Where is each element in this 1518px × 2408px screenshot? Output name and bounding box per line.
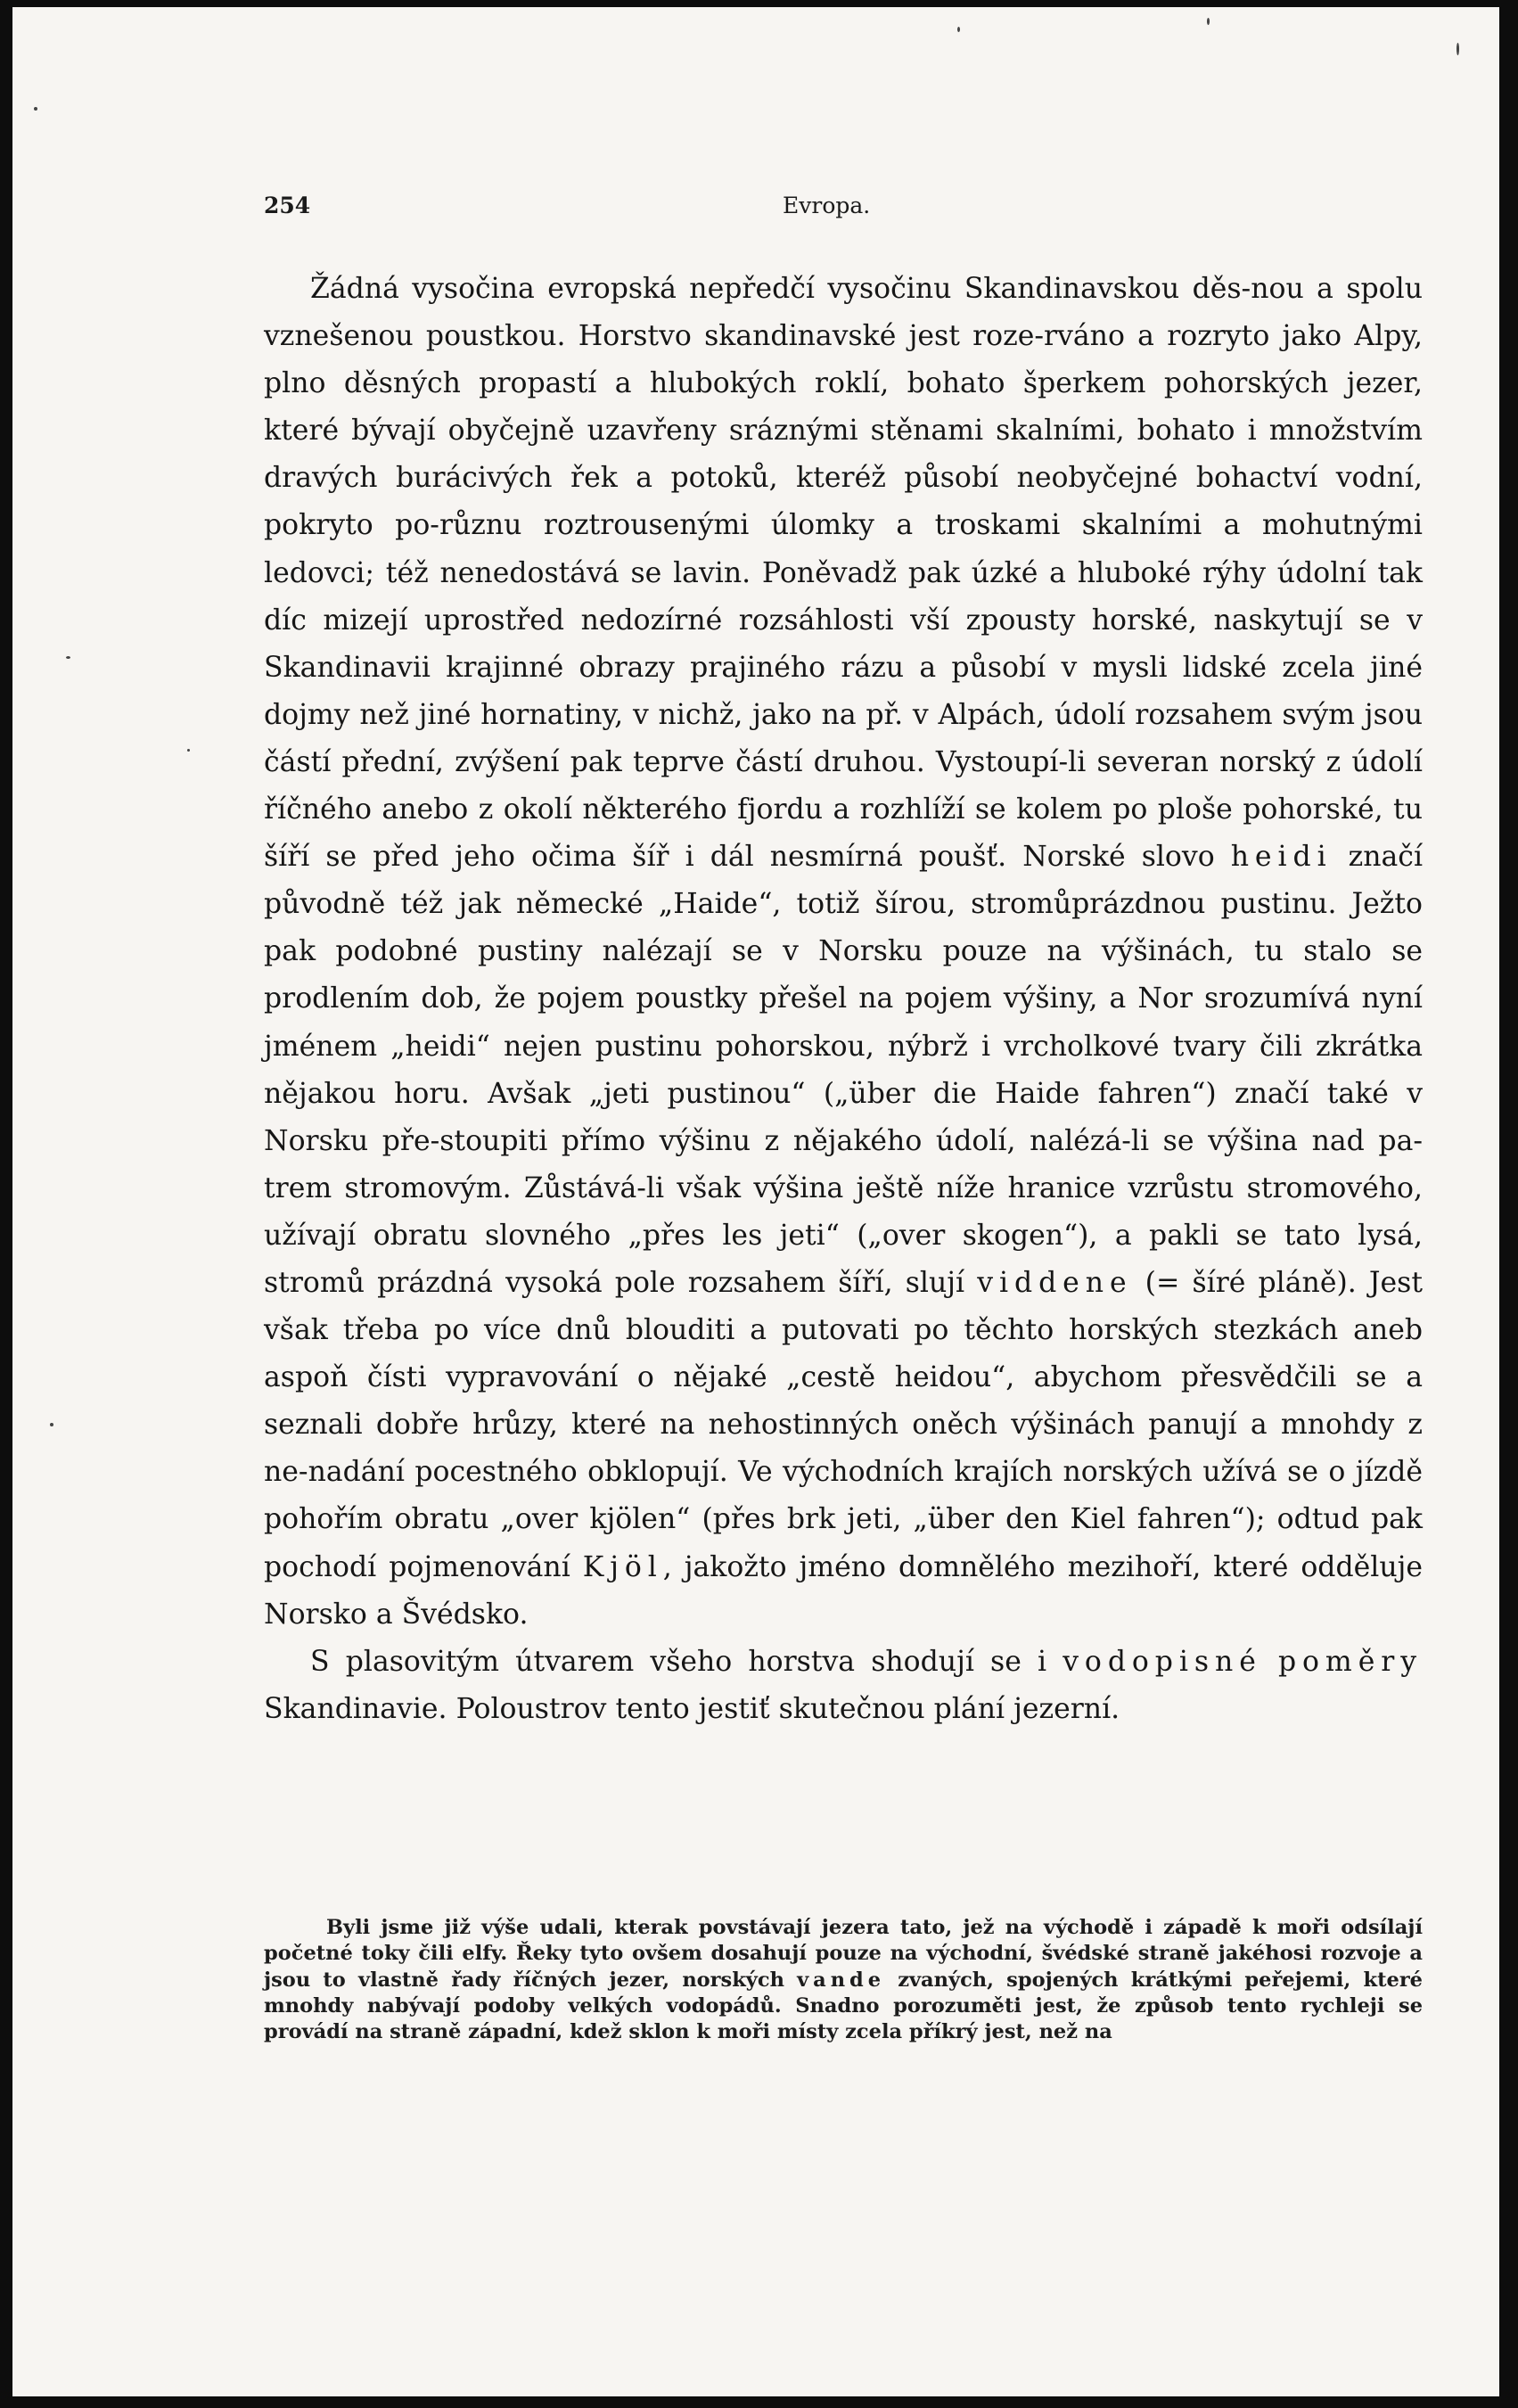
footnote-text: Byli jsme již výše udali, kterak povstávají jezera tato, jež na východě i západě k moři odsílají početné toky čili elfy. Řeky tyto ovšem dosahují pouze na východní, švédské straně jakéhosi rozvoje a jsou to vlastně řady říčných jezer, norských vande zvaných, spojených krátkými peřejemi, které mnohdy nabývají podoby velkých vodopádů. Snadno porozuměti jest, že způsob tento rychleji se provádí na straně západní, kdež sklon k moři místy zcela příkrý jest, než na xyxy=(264,1916,1424,2044)
book-page xyxy=(12,7,1499,2396)
footnote xyxy=(264,1915,1423,2045)
spaced-term-vande: vande xyxy=(797,1968,885,1992)
spaced-term-pomery: poměry xyxy=(1277,1645,1424,1678)
paragraph-1: Žádná vysočina evropská nepředčí vysočinu Skandinavskou děs-nou a spolu vznešenou poustkou. Horstvo skandinavské jest roze-rváno a rozryto jako Alpy, plno děsných propastí a hlubokých roklí, bohato šperkem pohorských jezer, které bývají obyčejně uzavřeny sráznými stěnami skalními, bohato i množstvím dravých burácivých řek a potoků, kteréž působí neobyčejné bohactví vodní, pokryto po-různu roztrousenými úlomky a troskami skalními a mohutnými ledovci; též nenedostává se lavin. Poněvadž pak úzké a hluboké rýhy údolní tak díc mizejí uprostřed nedozírné rozsáhlosti vší zpousty horské, naskytují se v Skandinavii krajinné obrazy prajiného rázu a působí v mysli lidské zcela jiné dojmy než jiné hornatiny, v nichž, jako na př. v Alpách, údolí rozsahem svým jsou částí přední, zvýšení pak teprve částí druhou. Vystoupí-li severan norský z údolí říčného anebo z okolí některého fjordu a rozhlíží se kolem po ploše pohorské, tu šíří se před jeho očima šíř i dál nesmírná poušť. Norské slovo heidi značí původně též jak německé „Haide“, totiž šírou, stromůprázdnou pustinu. Ježto pak podobné pustiny nalézají se v Norsku pouze na výšinách, tu stalo se prodlením dob, že pojem poustky přešel na pojem výšiny, a Nor srozumívá nyní jménem „heidi“ nejen pustinu pohorskou, nýbrž i vrcholkové tvary čili zkrátka nějakou horu. Avšak „jeti pustinou“ („über die Haide fahren“) značí také v Norsku pře-stoupiti přímo výšinu z nějakého údolí, nalézá-li se výšina nad pa-trem stromovým. Zůstává-li však výšina ještě níže hranice vzrůstu stromového, užívají obratu slovného „přes les jeti“ („over skogen“), a pakli se tato lysá, stromů prázdná vysoká pole rozsahem šíří, slují viddene (= šíré pláně). Jest však třeba po více dnů blouditi a putovati po těchto horských stezkách aneb aspoň čísti vypravování o nějaké „cestě heidou“, abychom přesvědčili se a seznali dobře hrůzy, které na nehostinných oněch výšinách panují a mnohdy z ne-nadání pocestného obklopují. Ve východních krajích norských užívá se o jízdě pohořím obratu „over kjölen“ (přes brk jeti, „über den Kiel fahren“); odtud pak pochodí pojmenování Kjöl, jakožto jméno domnělého mezihoří, které odděluje Norsko a Švédsko. xyxy=(264,273,1424,1631)
page-header xyxy=(264,193,1423,228)
spaced-term-viddene: viddene xyxy=(977,1266,1133,1299)
spaced-term-vodopisne: vodopisné xyxy=(1063,1645,1262,1678)
paragraph-2: S plasovitým útvarem všeho horstva shodují se i vodopisné poměry Skandinavie. Poloustrov tento jestiť skutečnou plání jezerní. xyxy=(264,1645,1424,1725)
main-text xyxy=(264,266,1423,1733)
running-head: Evropa. xyxy=(783,193,871,218)
spaced-term-kjol: Kjöl xyxy=(582,1550,663,1583)
spaced-term-heidi: heidi xyxy=(1230,841,1333,874)
page-number: 254 xyxy=(264,193,311,218)
